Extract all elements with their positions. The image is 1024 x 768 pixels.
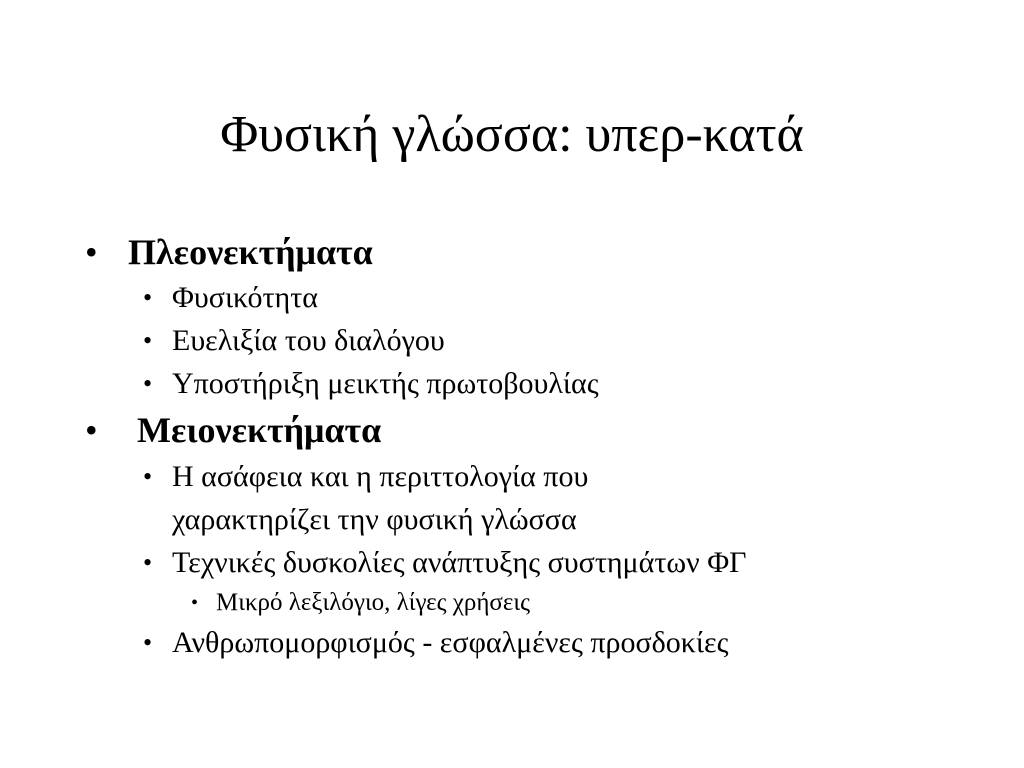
bullet-icon: • xyxy=(143,462,153,491)
bullet-icon: • xyxy=(143,628,153,657)
list-item-text: Φυσικότητα xyxy=(172,281,319,314)
list-item-text-line2: χαρακτηρίζει την φυσική γλώσσα xyxy=(172,503,577,536)
list-item-text: Ευελιξία του διαλόγου xyxy=(172,324,445,357)
list-item-text: Ανθρωπομορφισμός - εσφαλμένες προσδοκίες xyxy=(172,626,729,659)
list-item-text: Τεχνικές δυσκολίες ανάπτυξης συστημάτων ΦΓ xyxy=(172,546,747,579)
section-heading-label: Μειονεκτήματα xyxy=(137,410,382,450)
list-item-text-line1: Η ασάφεια και η περιττολογία που xyxy=(172,460,589,493)
bullet-icon: • xyxy=(191,592,199,614)
bullet-icon: • xyxy=(85,232,98,272)
list-item-text: Υποστήριξη μεικτής πρωτοβουλίας xyxy=(172,367,599,400)
bullet-icon: • xyxy=(143,283,153,312)
sub-list-item-text: Μικρό λεξιλόγιο, λίγες χρήσεις xyxy=(216,589,531,616)
bullet-icon: • xyxy=(143,369,153,398)
slide-title: Φυσική γλώσσα: υπερ-κατά xyxy=(220,106,804,163)
bullet-icon: • xyxy=(85,410,98,450)
bullet-icon: • xyxy=(143,548,153,577)
bullet-icon: • xyxy=(143,326,153,355)
section-heading-label: Πλεονεκτήματα xyxy=(128,232,373,272)
